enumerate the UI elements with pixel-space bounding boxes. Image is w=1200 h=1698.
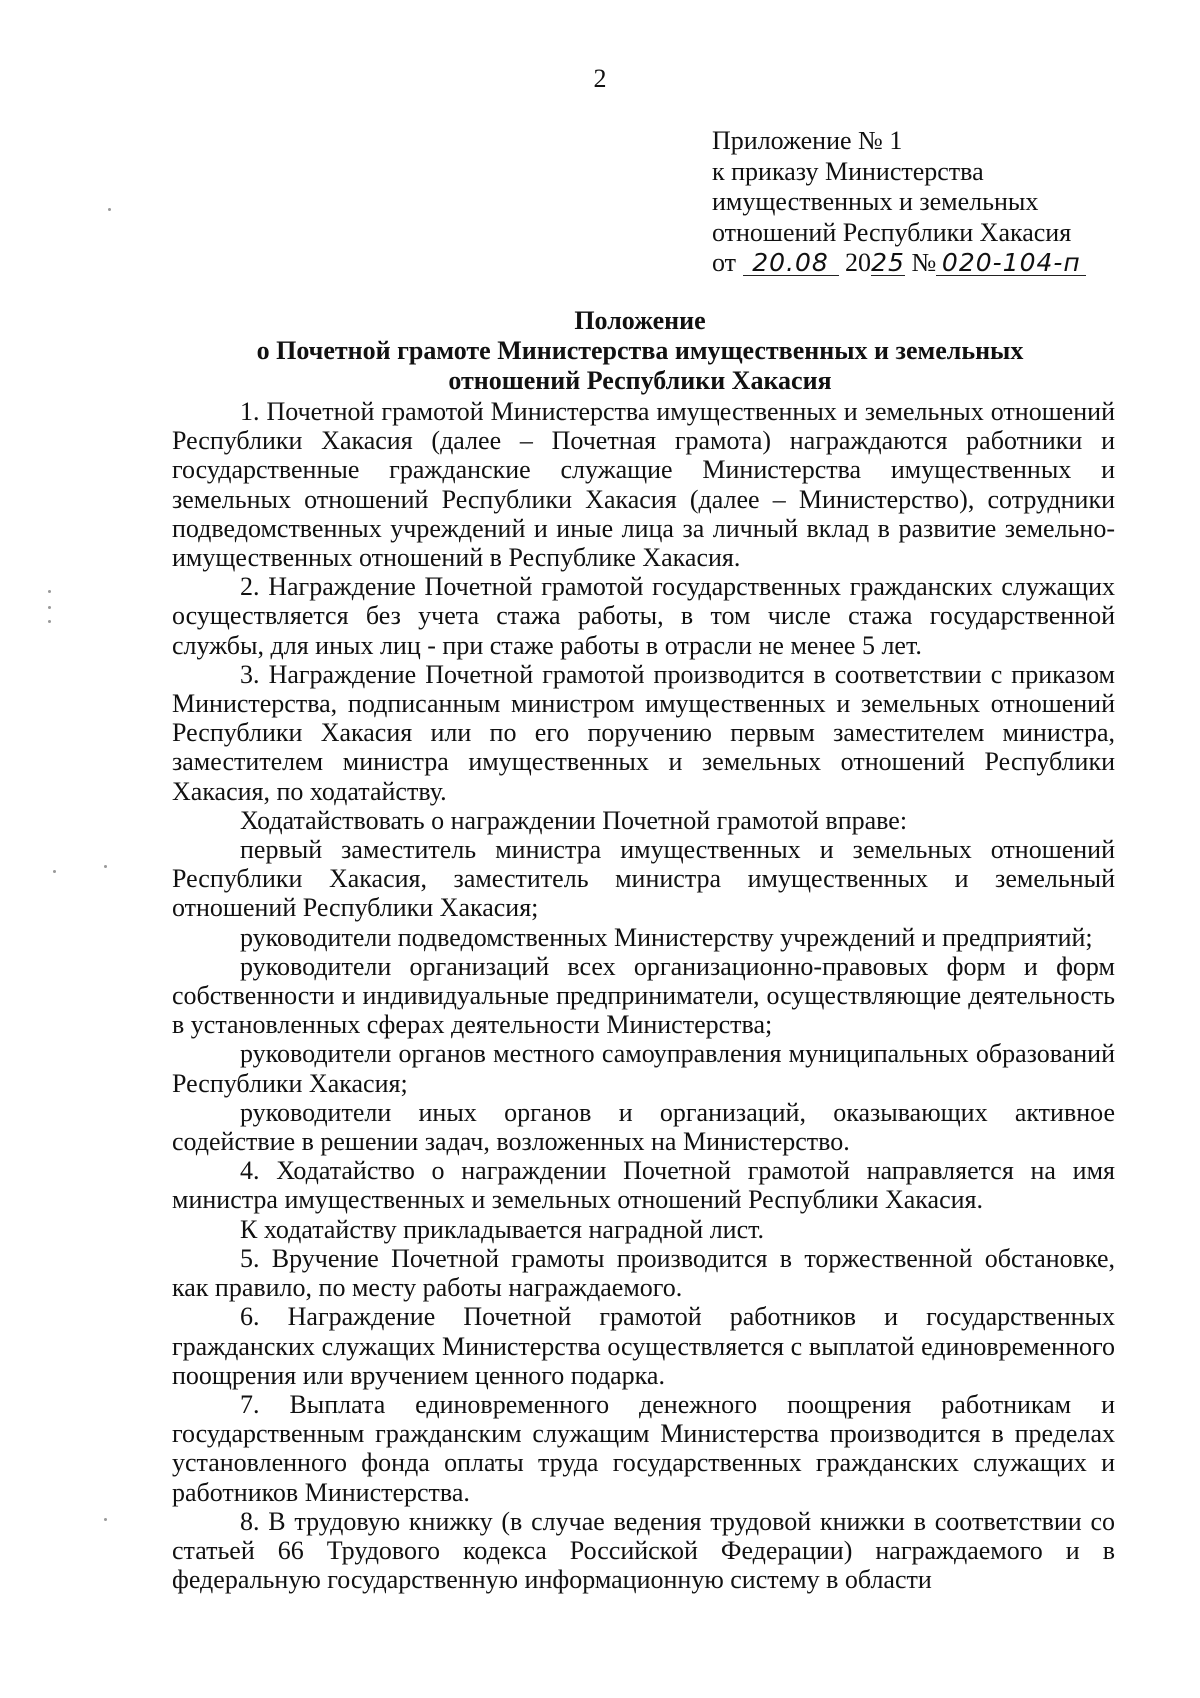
- paragraph-2: 2. Награждение Почетной грамотой государственных гражданских служащих осуществляется без учета стажа работы, в том числе стажа государственной службы, для иных лиц - при стаже работы в отрасли не менее 5 лет.: [172, 572, 1115, 660]
- scan-artifact: [104, 865, 107, 868]
- page-number: 2: [593, 64, 607, 93]
- appendix-date-line: [712, 248, 1086, 279]
- scan-artifact: [53, 870, 56, 873]
- paragraph-8: 8. В трудовую книжку (в случае ведения трудовой книжки в соответствии со статьей 66 Трудового кодекса Российской Федерации) награждаемого и в федеральную государственную информационную систему в области: [172, 1506, 1115, 1595]
- handwritten-order-number: 020-104-п: [936, 251, 1086, 276]
- heading-subtitle-line-2: отношений Республики Хакасия: [448, 366, 832, 395]
- list-item-first-deputy: первый заместитель министра имущественных и земельных отношений Республики Хакасия, заместитель министра имущественных и земельный отношений Республики Хакасия;: [172, 835, 1115, 923]
- paragraph-award-sheet: К ходатайству прикладывается наградной лист.: [240, 1214, 765, 1244]
- year-prefix: 20: [845, 248, 872, 277]
- list-item-other-heads: руководители иных органов и организаций, оказывающих активное содействие в решении задач, возложенных на Министерство.: [172, 1097, 1115, 1157]
- scan-artifact: [48, 590, 51, 593]
- number-prefix: №: [911, 248, 937, 277]
- appendix-line-4: отношений Республики Хакасия: [712, 217, 1072, 247]
- date-prefix: от: [712, 248, 737, 277]
- handwritten-year: 25: [871, 248, 905, 277]
- paragraph-petition-rights: Ходатайствовать о награждении Почетной грамотой вправе:: [240, 805, 908, 835]
- scan-artifact: [104, 1518, 107, 1521]
- scan-artifact: [48, 620, 51, 623]
- list-item-local-government-heads: руководители органов местного самоуправления муниципальных образований Республики Хакасия;: [172, 1039, 1115, 1098]
- paragraph-1: 1. Почетной грамотой Министерства имущественных и земельных отношений Республики Хакасия (далее – Почетная грамота) награждаются работники и государственные гражданские служащие Министерства имущественных и земельных отношений Республики Хакасия (далее – Министерство), сотрудники подведомственных учреждений и иные лица за личный вклад в развитие земельно-имущественных отношений в Республике Хакасия.: [172, 397, 1115, 573]
- paragraph-5: 5. Вручение Почетной грамоты производится в торжественной обстановке, как правило, по месту работы награждаемого.: [172, 1243, 1115, 1303]
- document-heading: [170, 306, 1110, 396]
- appendix-block: [712, 126, 1086, 279]
- heading-title: Положение: [574, 306, 706, 335]
- appendix-line-3: имущественных и земельных: [712, 187, 1039, 216]
- handwritten-date: 20.08: [743, 251, 839, 276]
- heading-subtitle-line-1: о Почетной грамоте Министерства имущественных и земельных: [256, 336, 1024, 365]
- appendix-line-2: к приказу Министерства: [712, 156, 984, 186]
- appendix-line-1: Приложение № 1: [712, 126, 903, 155]
- list-item-organization-heads: руководители организаций всех организационно-правовых форм и форм собственности и индивидуальные предприниматели, осуществляющие деятельность в установленных сферах деятельности Министерства;: [172, 951, 1115, 1040]
- document-body: [172, 397, 1115, 1594]
- paragraph-7: 7. Выплата единовременного денежного поощрения работникам и государственным гражданским служащим Министерства производится в пределах установленного фонда оплаты труда государственных гражданских служащих и работников Министерства.: [172, 1389, 1115, 1507]
- paragraph-3: 3. Награждение Почетной грамотой производится в соответствии с приказом Министерства, подписанным министром имущественных и земельных отношений Республики Хакасия или по его поручению первым заместителем министра, заместителем министра имущественных и земельных отношений Республики Хакасия, по ходатайству.: [172, 659, 1115, 806]
- scan-artifact: [108, 208, 111, 211]
- paragraph-6: 6. Награждение Почетной грамотой работников и государственных гражданских служащих Министерства осуществляется с выплатой единовременного поощрения или вручением ценного подарка.: [172, 1302, 1115, 1390]
- paragraph-4: 4. Ходатайство о награждении Почетной грамотой направляется на имя министра имущественных и земельных отношений Республики Хакасия.: [172, 1156, 1115, 1215]
- list-item-subordinate-heads: руководители подведомственных Министерству учреждений и предприятий;: [240, 922, 1093, 952]
- scan-artifact: [48, 606, 51, 609]
